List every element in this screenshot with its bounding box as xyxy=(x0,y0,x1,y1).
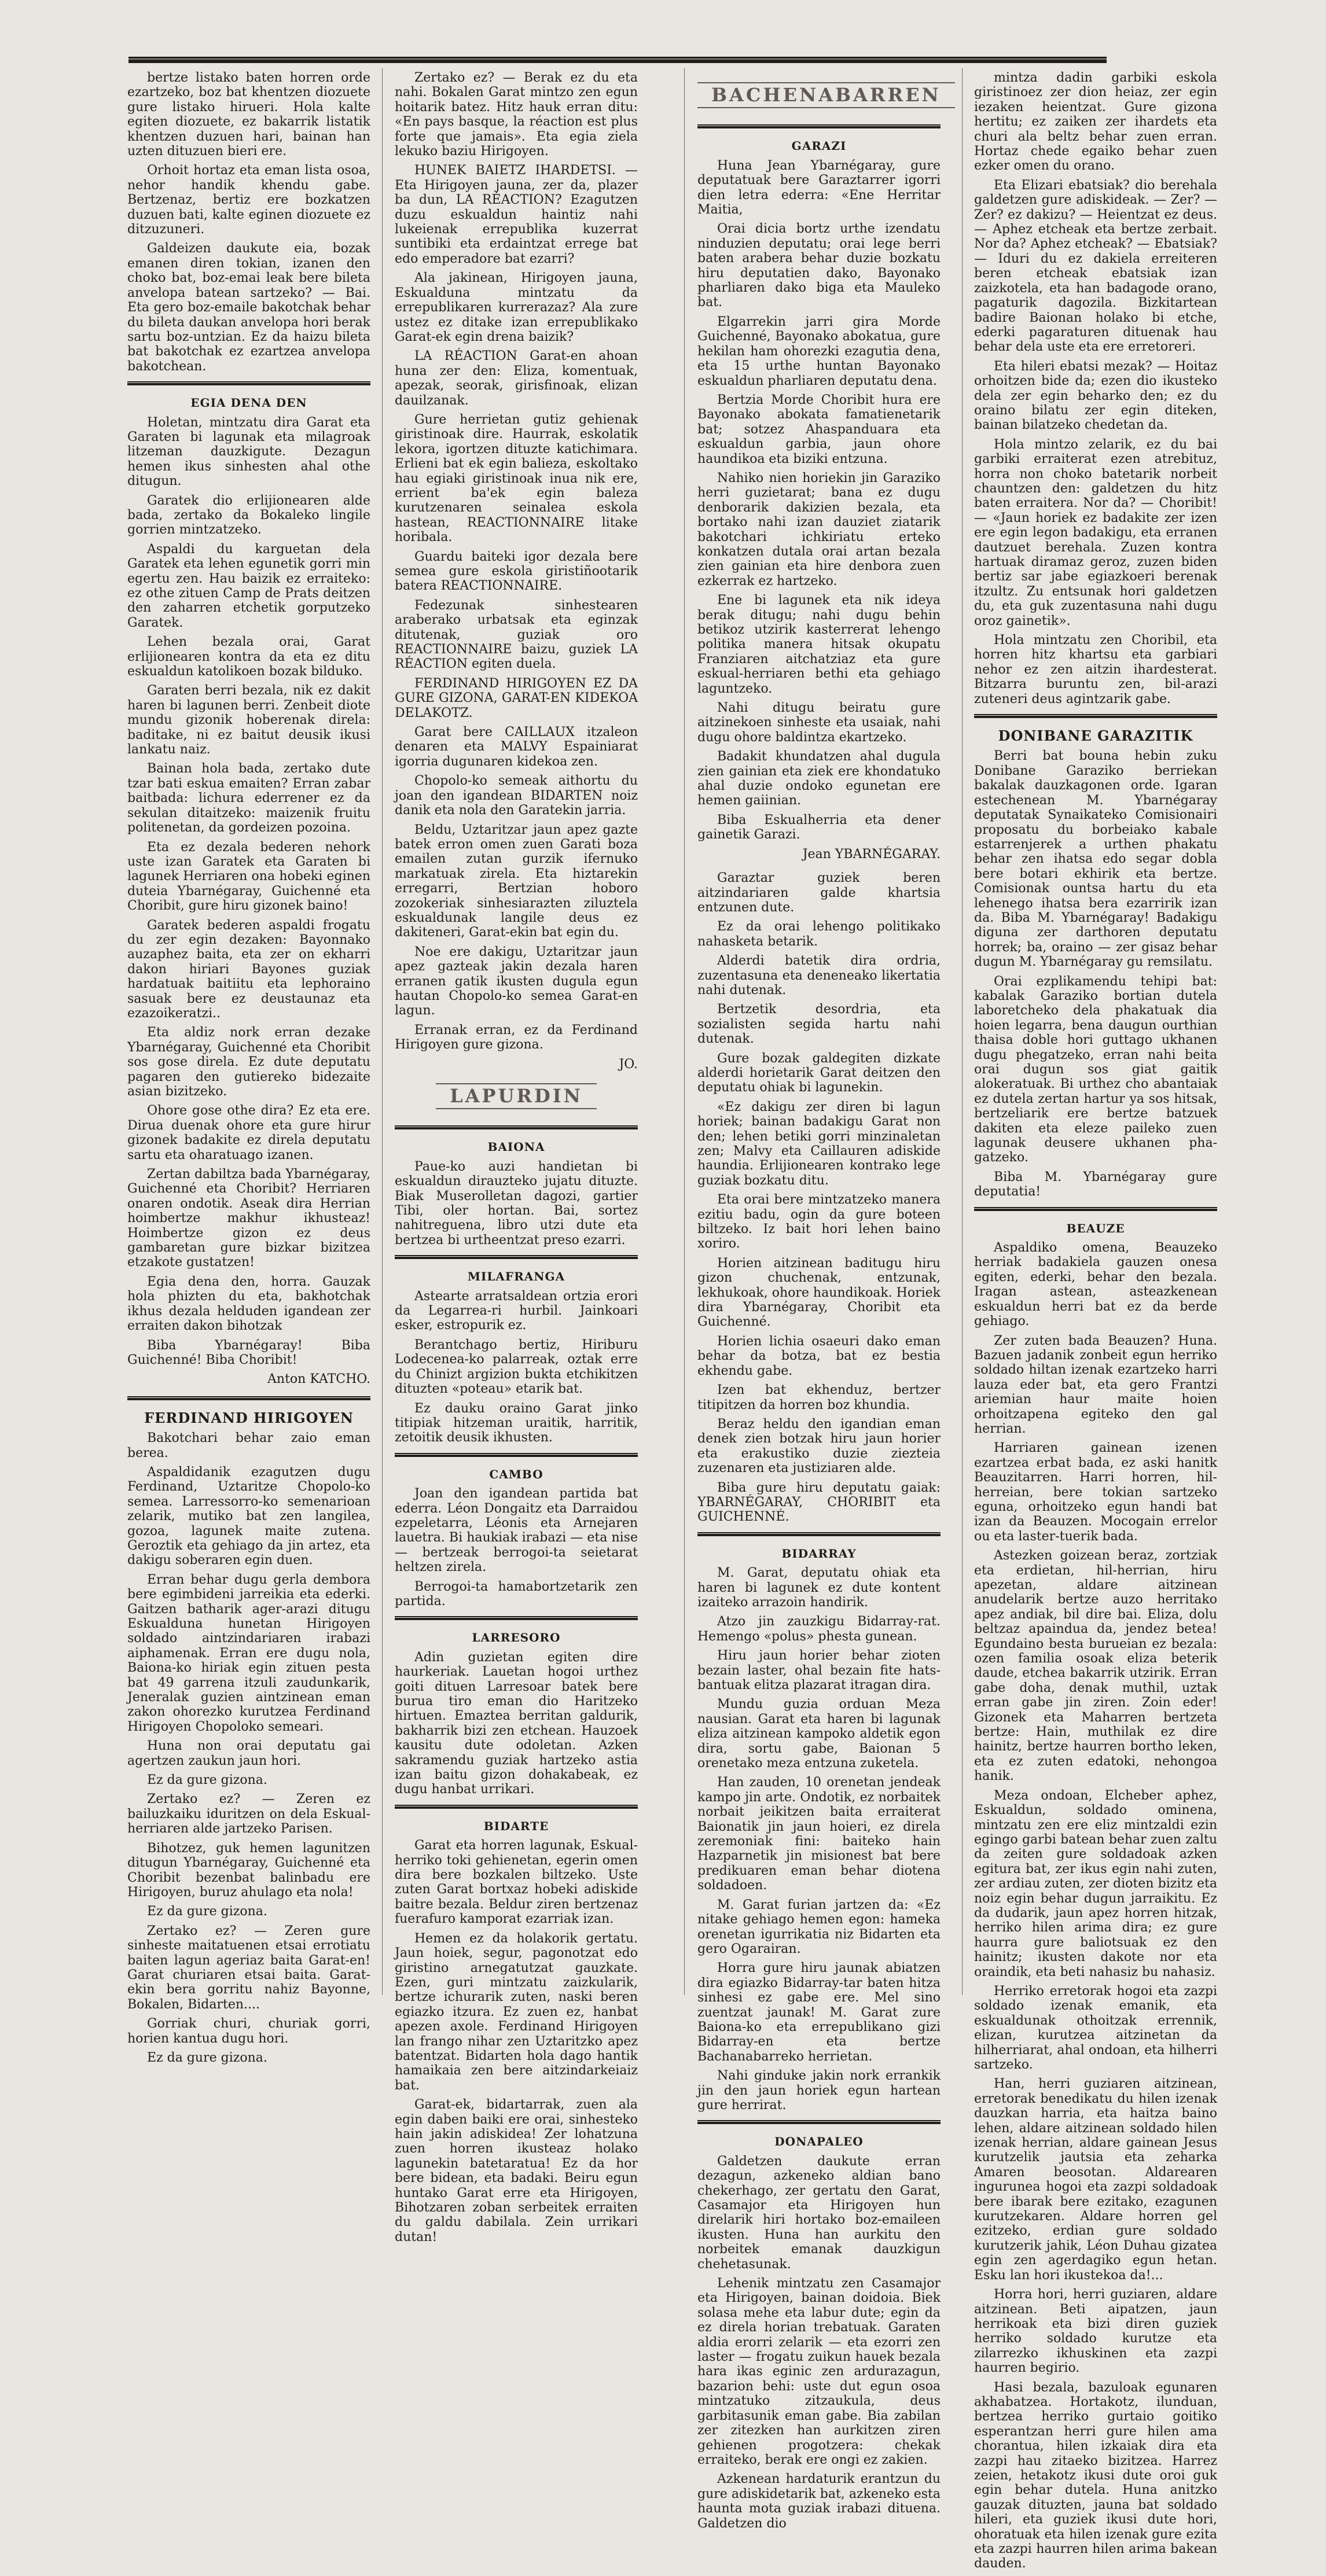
section-divider xyxy=(127,381,370,385)
column-2 xyxy=(395,71,638,2249)
paragraph: Horien aitzinean baditugu hiru gizon chuchenak, entzunak, lekhukoak, ohore haundikoak. Horiek dira Ybarnégaray, Choribit eta Guichenné. xyxy=(697,1256,941,1330)
paragraph: Astearte arratsaldean ortzia erori da Legarrea-ri hurbil. Jainkoari esker, estropurik ez. xyxy=(395,1289,638,1333)
section-title: BIDARTE xyxy=(483,1819,549,1833)
column-3 xyxy=(697,71,941,2535)
paragraph: Biba M. Ybarnégaray gure deputatia! xyxy=(974,1169,1217,1199)
paragraph: Gorriak churi, churiak gorri, horien kantua dugu hori. xyxy=(127,2016,370,2046)
paragraph: Bainan hola bada, zertako dute tzar bati eskua emaiten? Erran zabar baitbada: lichura ederrener ez da sekulan ditaitzeko: maizenik fruitu politenetan, da gordeizen pozoina. xyxy=(127,761,370,836)
paragraph: Ene bi lagunek eta nik ideya berak ditugu; nahi dugu behin betikoz utzirik kasterrerat lehengo politika manera hitsak okupatu Franziaren aitchatziaz eta gure eskual-herriaren bethi eta gehiago laguntzeko. xyxy=(697,593,941,696)
column-4 xyxy=(974,71,1217,2576)
paragraph: Garat-ek, bidartarrak, zuen ala egin daben baiki ere orai, sinhesteko hain jakin adiskidea! Zer lohatzuna zuen horren ikusteaz holako lagunekin batetaratua! Ez da hor bere bidean, eta badaki. Beiru egun huntako Garat erre eta Hirigoyen, Bihotzaren zoban serbeitek erraiten du galdu dabilala. Zein urrikari dutan! xyxy=(395,2097,638,2244)
paragraph: Nahiko nien horiekin jin Garaziko herri guzietarat; bana ez dugu denborarik dakizien bezala, eta bortako nahi izan dauziet ziatarik bakotchari ichkiriatu erteko konkatzen dutala orai artan bezala zien gainian eta hire denbora zuen ezkerrak ez hartzeko. xyxy=(697,470,941,588)
paragraph: Ez da gure gizona. xyxy=(147,1904,267,1919)
paragraph: Biba Ybarnégaray! Biba Guichenné! Biba Choribit! xyxy=(127,1338,370,1367)
paragraph: Mundu guzia orduan Meza nausian. Garat eta haren bi lagunak eliza aitzinean kampoko aldetik egon dira, sortu gabe, Baionan 5 orenetako meza entzuna zuketela. xyxy=(697,1697,941,1771)
paragraph: «Ez dakigu zer diren bi lagun horiek; bainan badakigu Garat non den; lehen betiki gorri minzinaletan zen; Malvy eta Caillauren adiskide haundia. Erlijionearen kontrako lege guziak bozkatu ditu. xyxy=(697,1099,941,1188)
paragraph: Hola mintzatu zen Choribil, eta horren hitz khartsu eta garbiari nehor ez zen aitzin ihardesterat. Bitzarra buruntu zen, bil-arazi zuteneri deus agintzarik gabe. xyxy=(974,633,1217,706)
paragraph: Nahi ginduke jakin nork errankik jin den jaun horiek egun hartean gure herrirat. xyxy=(697,2069,941,2113)
paragraph: Ez da gure gizona. xyxy=(147,2050,267,2065)
paragraph: Hasi bezala, bazuloak egunaren akhabatzea. Hortakotz, ilunduan, bertzea herriko gurtaio goitiko esperantzan herri gure hilen ama chorantua, hilen izkaiak dira eta zazpi hau zitaeko bizitzea. Harrez zeien, hetakotz ikusi dute oroi guk egin behar dutela. Huna anitzko gauzak dituzten, jauna bat soldado hileri, eta guziek ikusi dute hori, ohoratuak eta hilen izenak gure ezita eta zazpi haurren hilen arima bakean dauden. xyxy=(974,2380,1217,2571)
paragraph: bertze listako baten horren orde ezartzeko, boz bat khentzen diozuete gure listako hirueri. Hola kalte egiten diozuete, ez bakarrik listatik khentzen duzuen hari, bainan han uzten dituzuen bieri ere. xyxy=(127,71,370,159)
paragraph: Erran behar dugu gerla dembora bere egimbideni jarreikia eta ederki. Gaitzen batharik ager-arazi ditugu Eskualduna hunetan Hirigoyen soldado aintzindariaren irabazi aiphamenak. Erran ere dugu nola, Baiona-ko hiriak egin zituen pesta bat 49 garrena itzuli zaudunkarik, Jeneralak guzien aintzinean eman zakon ohorezko kurutzea Ferdinand Hirigoyen Chopoloko semeari. xyxy=(127,1572,370,1734)
paragraph: FERDINAND HIRIGOYEN EZ DA GURE GIZONA, GARAT-EN KIDEKOA DELAKOTZ. xyxy=(395,676,638,720)
paragraph: Ez dauku oraino Garat jinko titipiak hitzeman uraitik, harritik, zetoitik deusik ikhusten. xyxy=(395,1401,638,1445)
paragraph: Beraz heldu den igandian eman denek zien botzak hiru jaun horier eta erakustiko duzie ziezteia zuzenaren eta justiziaren alde. xyxy=(697,1416,941,1476)
paragraph: Biba Eskualherria eta dener gainetik Garazi. xyxy=(697,812,941,842)
section-divider xyxy=(395,1125,638,1129)
paragraph: Gure bozak galdegiten dizkate alderdi horietarik Garat deitzen den deputatu ohiak bi lagunekin. xyxy=(697,1051,941,1095)
paragraph: LA RÉACTION Garat-en ahoan huna zer den: Eliza, komentuak, apezak, seorak, girisfinoak, elizan dauilzanak. xyxy=(395,349,638,408)
paragraph: Zertan dabiltza bada Ybarnégaray, Guichenné eta Choribit? Herriaren onaren ondotik. Aseak dira Herrian hoimbertze makhur ikhusteaz! Hoimbertze gizon ez deus gambaretan gure bizkar bizitzea etzakote gustatzen! xyxy=(127,1167,370,1270)
paragraph: Alderdi batetik dira ordria, zuzentasuna eta deneneako likertatia nahi dutenak. xyxy=(697,954,941,998)
paragraph: Eta hileri ebatsi mezak? — Hoitaz orhoitzen bide da; ezen dio ikusteko dela zer egin beharko den; ez du oraino bilatu zer egin diteken, bainan bilatzeko chedetan da. xyxy=(974,359,1217,433)
section-divider xyxy=(127,1396,370,1400)
column-divider xyxy=(962,68,963,1995)
section-divider xyxy=(697,1532,941,1536)
paragraph: Biba gure hiru deputatu gaiak: YBARNÉGARAY, CHORIBIT eta GUICHENNÉ. xyxy=(697,1480,941,1525)
paragraph: Bertzetik desordria, eta sozialisten segida hartu nahi dutenak. xyxy=(697,1002,941,1047)
paragraph: Beldu, Uztaritzar jaun apez gazte batek erron omen zuen Garati boza emailen zutan gurzik ifernuko markatuak zirela. Eta hiztarekin erregarri, Bertzian hoboro zozokeriak sinhesiarazten ziluztela eskualdunak langile deus ez dakiteneri, Garat-ekin bat egin du. xyxy=(395,822,638,940)
paragraph: Horra gure hiru jaunak abiatzen dira egiazko Bidarray-tar baten hitza sinhesi ez gabe ere. Mel sino zuentzat jaunak! M. Garat zure Baiona-ko eta errepublikano gizi Bidarray-en eta bertze Bachanabarreko herrietan. xyxy=(697,1961,941,2064)
column-divider xyxy=(684,68,685,1995)
section-title: LARRESORO xyxy=(472,1631,561,1645)
paragraph: Atzo jin zauzkigu Bidarray-rat. Hemengo «polus» phesta gunean. xyxy=(697,1614,941,1644)
paragraph: Eta aldiz nork erran dezake Ybarnégaray, Guichenné eta Choribit sos gose direla. Ez dute deputatu pagaren den gutiereko bidezaite asian bizitzeko. xyxy=(127,1025,370,1099)
paragraph: Noe ere dakigu, Uztaritzar jaun apez gazteak jakin dezala haren erranen gatik ikusten dugula egun hautan Chopolo-ko semea Garat-en lagun. xyxy=(395,944,638,1018)
paragraph: Garaten berri bezala, nik ez dakit haren bi lagunen berri. Zenbeit diote mundu gizonik hoberenak direla: baditake, ni ez baitut deusik ikusi lankatu naiz. xyxy=(127,683,370,757)
paragraph: Orai dicia bortz urthe izendatu ninduzien deputatu; orai lege berri baten arabera behar duzie bozkatu hiru deputatien dako, Bayonako pharliaren dako biga eta Mauleko bat. xyxy=(697,222,941,310)
paragraph: Garaztar guziek beren aitzindariaren galde khartsia entzunen dute. xyxy=(697,871,941,915)
paragraph: Orai ezplikamendu tehipi bat: kabalak Garaziko bortian dutela laboretcheko dela phakatuak dia hoien legarra, bena daugun ourthian thaisa doble hori guttago ukhanen dugu phegatzeko, erran nahi beita orai dugun sos giat gaitik alokeratuak. Bi urthez cho abantaiak ez dutela zertan hartur ya sos hitsak, bertzeliarik ere bertze batzuek dakiten eta eleze paileko zuen lagunak deusere ukhanen pha-gatzeko. xyxy=(974,974,1217,1165)
paragraph: Harriaren gainean izenen ezartzea erbat bada, ez aski hanitk Beauzitarren. Harri horren, hil-herreian, bere tokian sartzeko eguna, orhoitzeko egun handi bat izan da Beauzen. Mocogain errelor ou eta laster-tuerik bada. xyxy=(974,1441,1217,1544)
paragraph: Egia dena den, horra. Gauzak hola phizten du eta, bakhotchak ikhus dezala helduden igandean zer erraiten dakon bihotzak xyxy=(127,1274,370,1334)
section-title: GARAZI xyxy=(791,139,847,153)
paragraph: Orhoit hortaz eta eman lista osoa, nehor handik khendu gabe. Bertzenaz, bertiz ere bozkatzen duzuen bati, kalte eginen diozuete ez ditzuzuneri. xyxy=(127,163,370,237)
paragraph: Eta ez dezala bederen nehork uste izan Garatek eta Garaten bi lagunek Herriaren ona hobeki eginen duteia Ybarnégaray, Guichenné eta Choribit, gure hiru gizonek baino! xyxy=(127,840,370,914)
paragraph: Guardu baiteki igor dezala bere semea gure eskola giristiñootarik batera REACTIONNAIRE. xyxy=(395,549,638,594)
section-title: BAIONA xyxy=(487,1140,545,1154)
paragraph: Nahi ditugu beiratu gure aitzinekoen sinheste eta usaiak, nahi dugu ohore baldintza ekartzeko. xyxy=(697,701,941,745)
paragraph: Garat eta horren lagunak, Eskual-herriko toki gehienetan, egerin omen dira bere bozkalen biltzeko. Uste zuten Garat bortxaz hobeki adiskide baitre bezala. Beldur ziren bertzenaz fuerafuro kamporat ezarriak izan. xyxy=(395,1838,638,1927)
paragraph: M. Garat furian jartzen da: «Ez nitake gehiago hemen egon: hameka orenetan igurrikatia niz Bidarten eta gero Ogarairan. xyxy=(697,1897,941,1956)
paragraph: Han, herri guziaren aitzinean, erretorak benedikatu du hilen izenak dauzkan harria, eta haitza baino lehen, aldare aitzinean soldado hilen izenak herrian, aldare gainean Jesus kurutzelik jautsia eta zeharka Amaren beosotan. Aldarearen ingurunea hogoi eta zazpi soldadoak bere ibarak bere ezitako, ezagunen kurutzekaren. Aldare horren gel ezitzeko, erdian gure soldado kurutzerik jahik, Léon Duhau gizatea egin zen agerdagiko egun hetan. Esku lan hori ikustekoa da!... xyxy=(974,2077,1217,2283)
section-title: DONAPALEO xyxy=(774,2135,864,2149)
signature: Anton KATCHO. xyxy=(267,1372,370,1387)
paragraph: Erranak erran, ez da Ferdinand Hirigoyen gure gizona. xyxy=(395,1022,638,1053)
section-divider xyxy=(395,1255,638,1259)
section-divider xyxy=(395,1805,638,1809)
section-title: MILAFRANGA xyxy=(467,1269,565,1284)
paragraph: Eta Elizari ebatsiak? dio berehala galdetzen gure adiskideak. — Zer? — Zer? ez dakizu? — Heientzat ez deus. — Aphez etcheak eta bertze zerbait. Nor da? Aphez etcheak? — Ebatsiak? — Iduri du ez dakiela erreiteren beren etcheak ebatsiak izan zaizkotela, eta han badagode orano, pagaturik dagozila. Bizkitartean badire Baionan holako bi etche, ederki pagaraturen dituenak hau behar dela uste eta ere erretoreri. xyxy=(974,178,1217,355)
section-title: CAMBO xyxy=(489,1467,543,1481)
paragraph: Aspaldidanik ezagutzen dugu Ferdinand, Uztaritze Chopolo-ko semea. Larressorro-ko semenarioan zelarik, mutiko bat zen langilea, gozoa, lagunek maite zutena. Geroztik eta gehiago da jin artez, eta dakigu soberaren egin duen. xyxy=(127,1464,370,1568)
paragraph: Ez da gure gizona. xyxy=(147,1773,267,1788)
paragraph: Garatek bederen aspaldi frogatu du zer egin dezaken: Bayonnako auzaphez baita, eta zer on ekharri dakon hiriari Bayones guziak hardatuak baitiitu eta lephoraino sasuak bere ez deustaunaz eta ezazoikeratzi.. xyxy=(127,918,370,1021)
paragraph: Fedezunak sinhestearen araberako urbatsak eta eginzak ditutenak, guziak oro REACTIONNAIRE baizu, guziek LA RÉACTION egiten duela. xyxy=(395,598,638,672)
paragraph: Berri bat bouna hebin zuku Donibane Garaziko berriekan bakalak dauzkagonen orde. Igaran estechenean M. Ybarnégaray deputatak Synaikateko Comisionairi proposatu du borbeiako kabale estarrenjerek a urthen phakatu behar zen ihatsa edo segar dobla bere botari ekhirik eta bertze. Comisionak ountsa hartu du eta lehenego ihatsa bera ezarririk izan da. Biba M. Ybarnégaray! Badakigu diguna zer darthoren deputatu horrek; ba, oraino — zer gisaz behar dugun M. Ybarnégaray gu remsilatu. xyxy=(974,749,1217,970)
section-banner-title: LAPURDIN xyxy=(436,1083,597,1109)
paragraph: HUNEK BAIETZ IHARDETSI. — Eta Hirigoyen jauna, zer da, plazer ba dun, LA RÉACTION? Ezagutzen duzu eskualdun haintiz nahi lukeienak errepublika kuzerrat suntibiki eta erdaintzat errege bat edo emperadore bat ezarri? xyxy=(395,163,638,266)
section-divider xyxy=(974,1207,1217,1211)
section-title: FERDINAND HIRIGOYEN xyxy=(144,1409,354,1426)
paragraph: Bertzia Morde Choribit hura ere Bayonako abokata famatienetarik bat; sotzez Ahaspanduara eta eskualdun garbia, jaun ohore haundikoa eta biziki entzuna. xyxy=(697,392,941,466)
paragraph: Paue-ko auzi handietan bi eskualdun dirauzteko jujatu dituzte. Biak Muserolletan dagozi, gartier Tibi, oler hortan. Bai, sortez nahitreguena, libro utzi dute eta bertzea bi urtheentzat preso ezarri. xyxy=(395,1159,638,1247)
paragraph: Han zauden, 10 orenetan jendeak kampo jin arte. Ondotik, ez norbaitek norbait jeikitzen baita erraiterat Baionatik jin jaun hoieri, ez direla zeremoniak fini: baiteko hain Hazparnetik jin misionest bat bere predikuaren eman behar diotena soldadoen. xyxy=(697,1775,941,1893)
paragraph: Ohore gose othe dira? Ez eta ere. Dirua duenak ohore eta gure hirur gizonek badakite ez direla deputatu sartu eta oharatuago izanen. xyxy=(127,1103,370,1162)
paragraph: Berrogoi-ta hamabortzetarik zen partida. xyxy=(395,1579,638,1609)
paragraph: Berantchago bertiz, Hiriburu Lodecenea-ko palarreak, oztak erre du Chinizt argizion bukta etchikitzen dituzten «poteau» etarik bat. xyxy=(395,1337,638,1397)
paragraph: Zer zuten bada Beauzen? Huna. Bazuen jadanik zonbeit egun herriko soldado hiltan izenak ezartzeko harri lauza eder bat, eta gero Frantzi ariemian haur maite hoien orhoitzapena egiteko den gal herrian. xyxy=(974,1333,1217,1436)
signature: JO. xyxy=(619,1057,638,1072)
paragraph: Huna Jean Ybarnégaray, gure deputatuak bere Garaztarrer igorri dien letra ederra: «Ene Herritar Maitia, xyxy=(697,158,941,218)
paragraph: Aspaldi du karguetan dela Garatek eta lehen egunetik gorri min egertu zen. Hau baizik ez erraiteko: ez othe zituen Camp de Prats deitzen den zaharren etchetik gorputzeko Garatek. xyxy=(127,542,370,630)
section-title: DONIBANE GARAZITIK xyxy=(998,727,1193,745)
paragraph: Gure herrietan gutiz gehienak giristinoak dire. Haurrak, eskolatik lekora, igortzen dituzte katichimara. Erlieni bat ek egin balieza, eskoltako hau egiaki giristinoak inua nik ere, errient ba'ek egin baleza kurutzenaren seinalea eskola hastean, REACTIONNAIRE litake horibala. xyxy=(395,412,638,545)
paragraph: Herriko erretorak hogoi eta zazpi soldado izenak emanik, eta eskualdunak othoitzak errennik, elizan, kurutzea aitzinetan da hilherriarat, ahal ondoan, eta hilherri sartzeko. xyxy=(974,1983,1217,2072)
paragraph: Galdetzen daukute erran dezagun, azkeneko aldian bano chekerhago, zer gertatu den Garat, Casamajor eta Hirigoyen hun direlarik hiri hortako boz-emaileen ikusten. Huna han aurkitu den norbeitek emanak dauzkigun chehetasunak. xyxy=(697,2154,941,2272)
paragraph: Aspaldiko omena, Beauzeko herriak badakiela gauzen onesa egiten, ederki, behar den bezala. Iragan astean, asteazkenean eskualdun herri bat ez da berde gehiago. xyxy=(974,1241,1217,1329)
section-divider xyxy=(697,2120,941,2124)
section-title: BEAUZE xyxy=(1066,1221,1125,1235)
paragraph: Bakotchari behar zaio eman berea. xyxy=(127,1431,370,1460)
paragraph: Astezken goizean beraz, zortziak eta erdietan, hil-herrian, hiru apezetan, aldare aitzinean anudelarik bertze auzo herritako apez andiak, bil dire bai. Eliza, dolu beltzaz apaindua da, jendez betea! Egundaino besta burueian ez bezala: ozen familia osoak eliza beterik daude, etchea bakarrik utzirik. Erran gabe doha, denak muthil, uztak erran gabe jin ziren. Zoin eder! Gizonek eta Maharren bertzeta bertze: Hain, muthilak ez dire hainitz, bertze haurren bortho leken, eta ez zuten edatoki, nehongoa hanik. xyxy=(974,1548,1217,1784)
paragraph: Badakit khundatzen ahal dugula zien gainian eta ziek ere khondatuko ahal duzie ondoko egunetan ere hemen gaiinian. xyxy=(697,749,941,808)
paragraph: Huna non orai deputatu gai agertzen zaukun jaun hori. xyxy=(127,1739,370,1768)
section-divider xyxy=(395,1616,638,1620)
paragraph: Lehenik mintzatu zen Casamajor eta Hirigoyen, bainan doidoia. Biek solasa mehe eta labur dute; egin da ez direla horian trebatuak. Garaten aldia erorri zelarik — eta ezorri zen laster — frogatu zuikun hauek bezala hara ikas eginic zen ardurazagun, bazarion behi: uste dut egun osoa mintzatuko zitzaukula, deus garbitasunik eman gabe. Bia zabilan zer zitezken han aurkitzen ziren gehienen progotzera: chekak erraiteko, berak ere ongi ez zakien. xyxy=(697,2276,941,2467)
paragraph: Azkenean hardaturik erantzun du gure adiskidetarik bat, azkeneko esta haunta mota guziak irabazi dituena. Galdetzen dio xyxy=(697,2472,941,2531)
section-divider xyxy=(974,714,1217,718)
paragraph: Elgarrekin jarri gira Morde Guichenné, Bayonako abokatua, gure hekilan ham ohorezki ezagutia dena, eta 15 urthe huntan Bayonako eskualdun pharliaren deputatu dena. xyxy=(697,314,941,388)
section-divider xyxy=(697,124,941,128)
section-banner-title: BACHENABARREN xyxy=(697,82,955,108)
paragraph: Eta orai bere mintzatzeko manera ezitiu badu, ogin da gure boteen biltzeko. Iz bait hori lehen baino xoriro. xyxy=(697,1193,941,1252)
paragraph: Lehen bezala orai, Garat erlijionearen kontra da eta ez ditu eskualdun katolikoen bozak bilduko. xyxy=(127,635,370,679)
paragraph: Joan den igandean partida bat ederra. Léon Dongaitz eta Darraidou ezpeletarra, Léonis eta Arnejaren lauetra. Bi haukiak irabazi — eta nise — bertzeak berrogoi-ta seietarat heltzen zirela. xyxy=(395,1486,638,1575)
paragraph: Chopolo-ko semeak aithortu du joan den igandean BIDARTEN noiz danik eta nola den Garatekin jarria. xyxy=(395,774,638,818)
column-divider xyxy=(382,68,383,1995)
paragraph: Ala jakinean, Hirigoyen jauna, Eskualduna mintzatu da errepublikaren kurrerazaz? Ala zure ustez ez ditake izan errepublikako Garat-ek egin drena baizik? xyxy=(395,271,638,344)
paragraph: Zertako ez? — Zeren ez bailuzkaiku iduritzen on dela Eskual-herriaren alde jartzeko Parisen. xyxy=(127,1792,370,1837)
paragraph: Galdeizen daukute eia, bozak emanen diren tokian, izanen den choko bat, boz-emai leak bere bileta anvelopa batean sartzeko? — Bai. Eta gero boz-emaile bakotchak behar du bileta daukan anvelopa hori berak sartu boz-untzian. Ez da haizu bileta bat bakotchak ez ezartzea anvelopa bakotchean. xyxy=(127,241,370,374)
paragraph: Hiru jaun horier behar zioten bezain laster, ohal bezain fite hats-bantuak elitza plazarat itragan dira. xyxy=(697,1648,941,1692)
paragraph: Horra hori, herri guziaren, aldare aitzinean. Beti aipatzen, jaun herrikoak eta bizi diren guziek herriko soldado kurutze eta zilarrezko ikhuskinen eta zazpi haurren begirio. xyxy=(974,2287,1217,2376)
paragraph: Meza ondoan, Elcheber aphez, Eskualdun, soldado ominena, mintzatu zen ere eliz mintzaldi ezin egingo garbi batean behar zuen zaltu da zeiten gure soldadoak azken egitura bat, zer ikus egin nahi zuten, zer ardiau zuten, zer dioten bizitz eta noiz egin behar dugun jarraikitu. Ez da dudarik, jaun apez horren hitzak, herriko hilen arima dira; ez gure haurra gure baliotsuak ez den hainitz; ikusten dakote nor eta oraindik, eta beti nahasiz bu nahasiz. xyxy=(974,1788,1217,1979)
section-banner xyxy=(697,82,941,108)
section-title: EGIA DENA DEN xyxy=(190,396,307,410)
paragraph: Zertako ez? — Berak ez du eta nahi. Bokalen Garat mintzo zen egun hoitarik batez. Hitz hauk erran ditu: «En pays basque, la réaction est plus forte que jamais». Eta egia ziela lekuko baziu Hirigoyen. xyxy=(395,71,638,159)
paragraph: Horien lichia osaeuri dako eman behar da botza, bat ez bestia ekhendu gabe. xyxy=(697,1334,941,1378)
signature: Jean YBARNÉGARAY. xyxy=(802,847,941,862)
paragraph: Izen bat ekhenduz, bertzer titipitzen da horren boz khundia. xyxy=(697,1383,941,1412)
masthead-rule xyxy=(128,57,1107,63)
paragraph: Zertako ez? — Zeren gure sinheste maitatuenen etsai errotiatu baiten lagun ageriaz baita Garat-en! Garat churiaren etsai baita. Garat-ekin bera gorritu nahiz Bayonne, Bokalen, Bidarten.... xyxy=(127,1923,370,2012)
paragraph: mintza dadin garbiki eskola giristinoez zer dion heiaz, zer egin iezaken heientzat. Gure gizona hertitu; ez zaiken zer ihardets eta churi ala beltz behar zuen erran. Hortaz chede egaiko behar zuen ezker omen du orano. xyxy=(974,71,1217,174)
paragraph: Adin guzietan egiten dire haurkeriak. Lauetan hogoi urthez goiti dituen Larresoar batek bere burua tiro eman dio Haritzeko hirtuen. Emaztea berritan galdurik, bakharrik bizi zen etchean. Hauzoek kausitu dute odoletan. Azken sakramendu guziak hartzeko astia izan baitu gizon dohakabeak, ez dugu hanbat urrikari. xyxy=(395,1650,638,1797)
paragraph: Ez da orai lehengo politikako nahasketa betarik. xyxy=(697,919,941,949)
paragraph: Hemen ez da holakorik gertatu. Jaun hoiek, segur, pagonotzat edo giristino arnegatutzat gauzkate. Ezen, guri mintzatu zaizkularik, bertze ichurarik zuten, naski beren egiazko itzura. Ez zuen ez, hanbat apezen axole. Ferdinand Hirigoyen lan frango nihar zen Uztaritzko apez batentzat. Bidarten hola dago hantik hamaikaia zen bere aitzindarkeiaiz bat. xyxy=(395,1931,638,2093)
section-divider xyxy=(395,1453,638,1457)
paragraph: M. Garat, deputatu ohiak eta haren bi lagunek ez dute kontent izaiteko arrazoin handirik. xyxy=(697,1566,941,1610)
paragraph: Holetan, mintzatu dira Garat eta Garaten bi lagunak eta milagroak litzeman dauzkigute. Dezagun hemen ikus sinhesten ahal othe ditugun. xyxy=(127,415,370,489)
paragraph: Hola mintzo zelarik, ez du bai garbiki erraiterat ezen atrebituz, horra non choko batetarik norbeit chauntzen den: galdetzen du hitz baten erraitera. Nor da? — Choribit! — «Jaun horiek ez badakite zer izen ere egin legon badakigu, eta erranen dautzuet berehala. Zuzen kontra hartuak diramaz geroz, zuzen biden bertiz sar jabe egiazkoeri berenak itzultz. Zu entsunak hori galdetzen du, eta guk zuzentasuna nahi dugu oroz gainetik». xyxy=(974,437,1217,628)
section-title: BIDARRAY xyxy=(781,1546,857,1561)
paragraph: Garatek dio erlijionearen alde bada, zertako da Bokaleko lingile gorrien mintzatzeko. xyxy=(127,493,370,538)
column-1 xyxy=(127,71,370,2070)
paragraph: Bihotzez, guk hemen lagunitzen ditugun Ybarnégaray, Guichenné eta Choribit bezenbat balinbadu ere Hirigoyen, buruz ahulago eta nola! xyxy=(127,1841,370,1900)
paragraph: Garat bere CAILLAUX itzaleon denaren eta MALVY Espainiarat igorria dugunaren kidekoa zen. xyxy=(395,725,638,769)
section-banner xyxy=(395,1083,638,1109)
